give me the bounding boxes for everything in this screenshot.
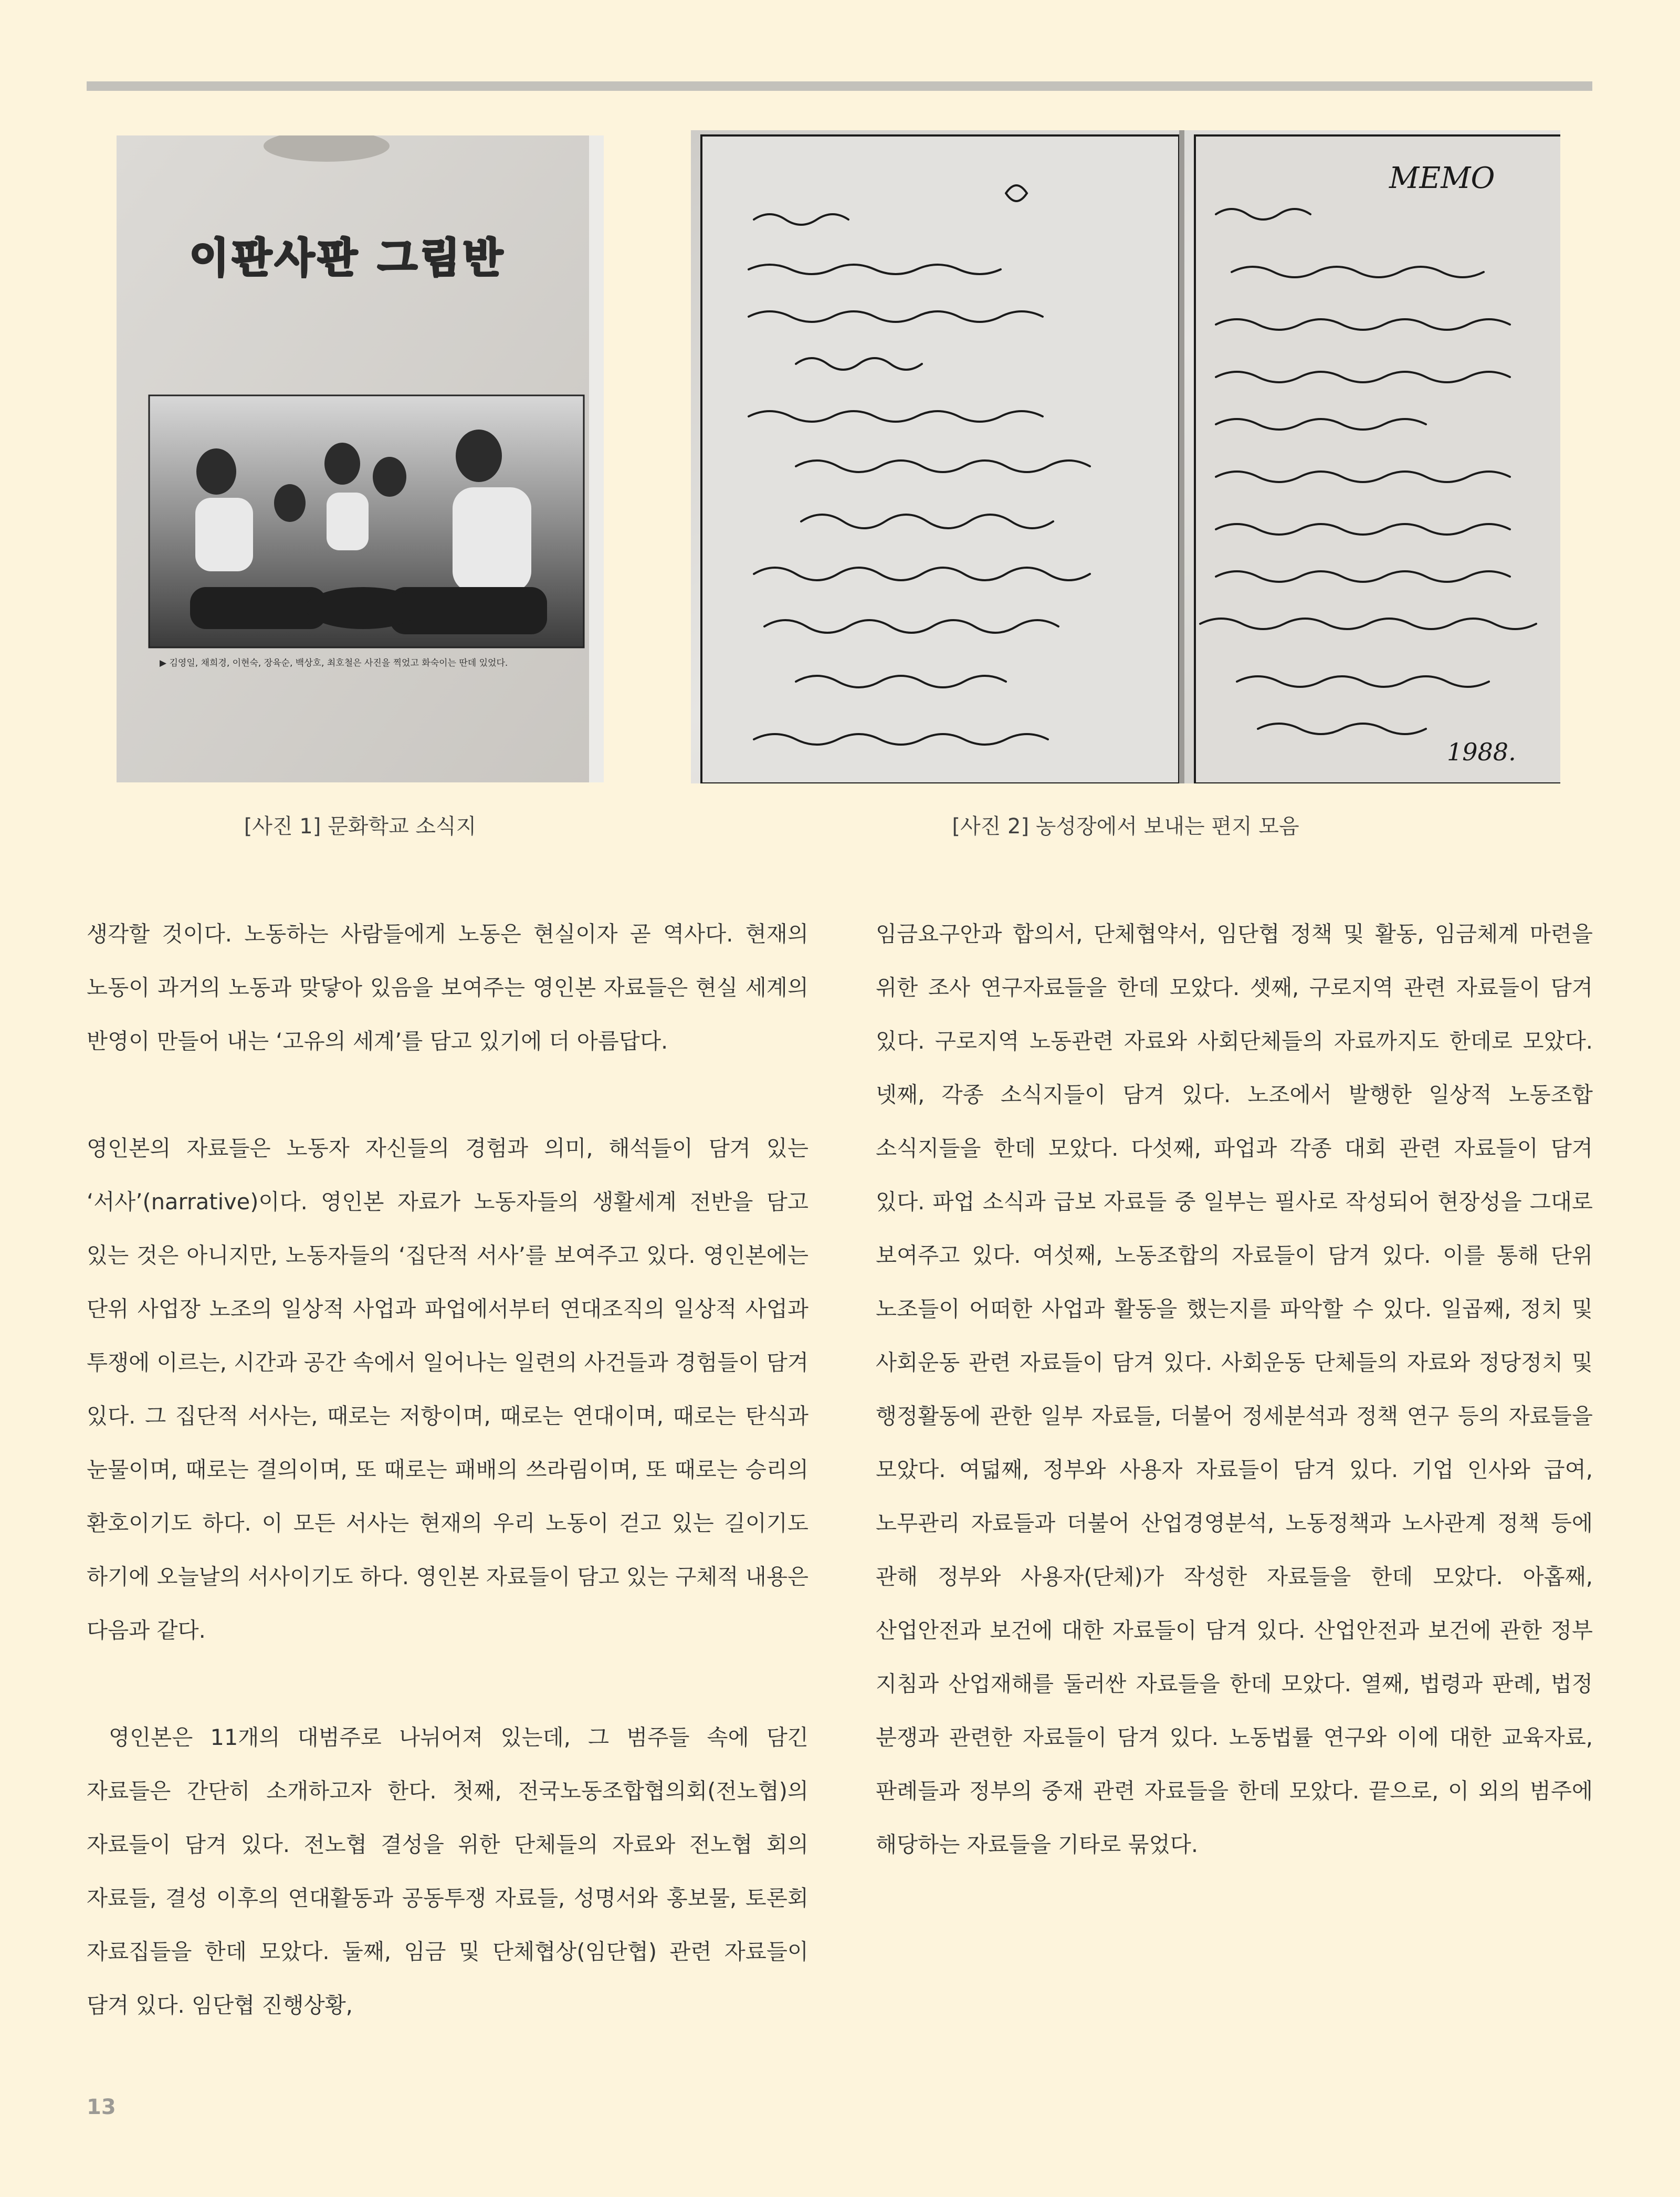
newsletter-photo-caption: ▶ 김영일, 채희경, 이현숙, 장육순, 백상호, 최호철은 사진을 찍었고 화숙이는 딴데 있었다. [160, 658, 508, 668]
letters-photo [691, 130, 1560, 783]
newsletter-photo-art [117, 135, 604, 782]
right-paragraph-1: 임금요구안과 합의서, 단체협약서, 임단협 정책 및 활동, 임금체계 마련을 위한 조사 연구자료들을 한데 모았다. 셋째, 구로지역 관련 자료들이 담겨 있다. 구로지역 노동관련 자료와 사회단체들의 자료까지도 한데로 모았다. 넷째, 각종 소식지들이 담겨 있다. 노조에서 발행한 일상적 노동조합 소식지들을 한데 모았다. 다섯째, 파업과 각종 대회 관련 자료들이 담겨 있다. 파업 소식과 급보 자료들 중 일부는 필사로 작성되어 현장성을 그대로 보여주고 있다. 여섯째, 노동조합의 자료들이 담겨 있다. 이를 통해 단위 노조들이 어떠한 사업과 활동을 했는지를 파악할 수 있다. 일곱째, 정치 및 사회운동 관련 자료들이 담겨 있다. 사회운동 단체들의 자료와 정당정치 및 행정활동에 관한 일부 자료들, 더불어 정세분석과 정책 연구 등의 자료들을 모았다. 여덟째, 정부와 사용자 자료들이 담겨 있다. 기업 인사와 급여, 노무관리 자료들과 더불어 산업경영분석, 노동정책과 노사관계 정책 등에 관해 정부와 사용자(단체)가 작성한 자료들을 한데 모았다. 아홉째, 산업안전과 보건에 대한 자료들이 담겨 있다. 산업안전과 보건에 관한 정부 지침과 산업재해를 둘러싼 자료들을 한데 모았다. 열째, 법령과 판례, 법정 분쟁과 관련한 자료들이 담겨 있다. 노동법률 연구와 이에 대한 교육자료, 판례들과 정부의 중재 관련 자료들을 한데 모았다. 끝으로, 이 외의 범주에 해당하는 자료들을 기타로 묶었다. [876, 921, 1593, 1857]
newsletter-headline: 이판사판 그림반 [189, 235, 506, 282]
left-paragraph-1: 생각할 것이다. 노동하는 사람들에게 노동은 현실이자 곧 역사다. 현재의 노동이 과거의 노동과 맞닿아 있음을 보여주는 영인본 자료들은 현실 세계의 반영이 만들어 내는 ‘고유의 세계’를 담고 있기에 더 아름답다. [87, 921, 808, 1054]
newsletter-photo [117, 135, 604, 782]
left-paragraph-2: 영인본의 자료들은 노동자 자신들의 경험과 의미, 해석들이 담겨 있는 ‘서사’(narrative)이다. 영인본 자료가 노동자들의 생활세계 전반을 담고 있는 것은 아니지만, 노동자들의 ‘집단적 서사’를 보여주고 있다. 영인본에는 단위 사업장 노조의 일상적 사업과 파업에서부터 연대조직의 일상적 사업과 투쟁에 이르는, 시간과 공간 속에서 일어나는 일련의 사건들과 경험들이 담겨 있다. 그 집단적 서사는, 때로는 저항이며, 때로는 연대이며, 때로는 탄식과 눈물이며, 때로는 결의이며, 또 때로는 패배의 쓰라림이며, 또 때로는 승리의 환호이기도 하다. 이 모든 서사는 현재의 우리 노동이 걷고 있는 길이기도 하기에 오늘날의 서사이기도 하다. 영인본 자료들이 담고 있는 구체적 내용은 다음과 같다. [87, 1135, 808, 1643]
left-paragraph-3: 영인본은 11개의 대범주로 나뉘어져 있는데, 그 범주들 속에 담긴 자료들은 간단히 소개하고자 한다. 첫째, 전국노동조합협의회(전노협)의 자료들이 담겨 있다. 전노협 결성을 위한 단체들의 자료와 전노협 회의 자료들, 결성 이후의 연대활동과 공동투쟁 자료들, 성명서와 홍보물, 토론회 자료집들을 한데 모았다. 둘째, 임금 및 단체협상(임단협) 관련 자료들이 담겨 있다. 임단협 진행상황, [87, 1724, 808, 2018]
memo-year: 1988. [1447, 738, 1516, 766]
memo-header: MEMO [1389, 161, 1495, 195]
letters-photo-art [691, 130, 1560, 783]
photo1-caption: [사진 1] 문화학교 소식지 [244, 814, 477, 839]
photo2-caption: [사진 2] 농성장에서 보내는 편지 모음 [952, 814, 1299, 839]
left-column [87, 907, 808, 2032]
top-rule [87, 81, 1592, 91]
page-number: 13 [87, 2095, 116, 2119]
right-column [876, 907, 1593, 1871]
